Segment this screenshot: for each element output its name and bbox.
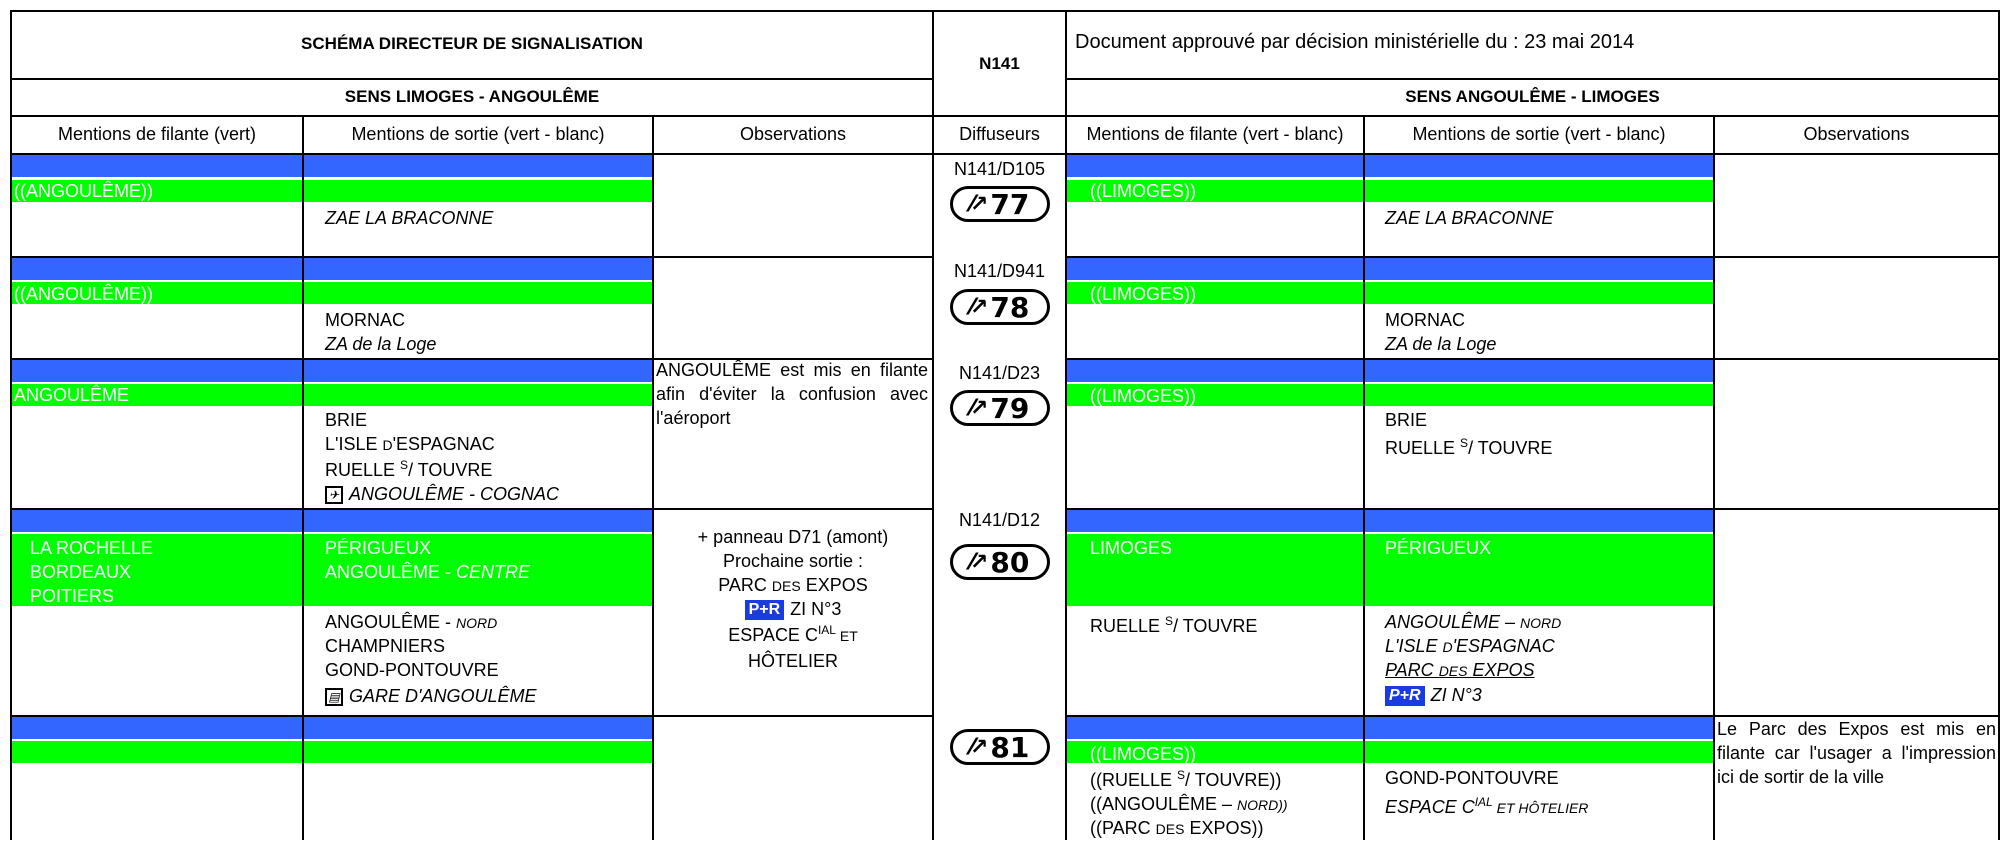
sortie-mention: MORNAC xyxy=(1385,310,1465,330)
sortie-mention: ▤ GARE D'ANGOULÊME xyxy=(325,684,536,708)
exit-number: 78 xyxy=(990,290,1030,324)
sortie-mention: L'ISLE D'ESPAGNAC xyxy=(1385,636,1555,656)
grid-line xyxy=(1713,115,1715,840)
grid-line xyxy=(10,115,2000,117)
col-header-filante-right: Mentions de filante (vert - blanc) xyxy=(1086,124,1344,144)
grid-line xyxy=(652,115,654,840)
filante-mention: ((LIMOGES)) xyxy=(1090,284,1196,304)
sortie-mention: BRIE xyxy=(325,410,368,430)
exit-arrow-icon: ⁄⁄↗ xyxy=(970,294,985,320)
col-header-diffuseurs: Diffuseurs xyxy=(959,124,1040,144)
grid-line xyxy=(10,153,2000,155)
filante-mention: RUELLE $^S$/ TOUVRE xyxy=(1090,614,1258,636)
schema-title: SCHÉMA DIRECTEUR DE SIGNALISATION xyxy=(301,34,643,53)
sortie-mention: ZA de la Loge xyxy=(325,334,437,354)
grid-line xyxy=(10,10,2000,12)
sortie-mention: ZAE LA BRACONNE xyxy=(1385,208,1554,228)
filante-mention: ANGOULÊME xyxy=(14,385,130,405)
filante-mention: BORDEAUX xyxy=(30,562,132,582)
exit-arrow-icon: ⁄⁄↗ xyxy=(970,191,985,217)
grid-line xyxy=(1065,78,2000,80)
observation-text: ESPACE $C^{IAL}$ ET xyxy=(728,623,858,645)
sortie-mention: RUELLE $^S$/ TOUVRE xyxy=(325,458,493,480)
sortie-mention: PARC DES EXPOS xyxy=(1385,660,1535,680)
grid-line xyxy=(1065,358,2000,360)
exit-number: 81 xyxy=(990,730,1030,764)
approval-note: Document approuvé par décision ministérielle du : 23 mai 2014 xyxy=(1075,31,1635,53)
direction-left: SENS LIMOGES - ANGOULÊME xyxy=(344,87,600,106)
col-header-observations-left: Observations xyxy=(739,124,847,144)
sortie-mention: CHAMPNIERS xyxy=(325,636,446,656)
sortie-mention: ANGOULÊME – NORD xyxy=(1385,612,1562,632)
observation-text: Le Parc des Expos est mis en filante car l'usager a l'impression ici de sortir de la ville xyxy=(1717,719,1996,787)
observation-text: Prochaine sortie : xyxy=(722,551,864,571)
observation-text: + panneau D71 (amont) xyxy=(697,527,889,547)
road-number: N141 xyxy=(979,54,1020,73)
exit-number-badge xyxy=(950,390,1050,426)
exit-arrow-icon: ⁄⁄↗ xyxy=(970,395,985,421)
sortie-mention: GOND-PONTOUVRE xyxy=(1385,768,1559,788)
interchange-code: N141/D105 xyxy=(953,159,1046,179)
sortie-mention: ANGOULÊME - CENTRE xyxy=(325,562,531,582)
filante-mention: LA ROCHELLE xyxy=(30,538,154,558)
sortie-mention: L'ISLE D'ESPAGNAC xyxy=(325,434,495,454)
blue-band xyxy=(1067,258,1713,280)
filante-mention: ((LIMOGES)) xyxy=(1090,181,1196,201)
exit-number-badge xyxy=(950,729,1050,765)
blue-band xyxy=(1067,510,1713,532)
sortie-mention: GOND-PONTOUVRE xyxy=(325,660,499,680)
filante-mention: ((ANGOULÊME)) xyxy=(14,181,153,201)
interchange-code: N141/D941 xyxy=(953,261,1046,281)
interchange-code: N141/D23 xyxy=(958,363,1041,383)
col-header-sortie-left: Mentions de sortie (vert - blanc) xyxy=(351,124,605,144)
exit-number: 77 xyxy=(990,187,1030,221)
filante-mention: ((RUELLE $^S$/ TOUVRE)) xyxy=(1090,768,1282,790)
filante-mention: ((LIMOGES)) xyxy=(1090,744,1196,764)
filante-mention: ((LIMOGES)) xyxy=(1090,386,1196,406)
exit-arrow-icon: ⁄⁄↗ xyxy=(970,549,985,575)
col-header-sortie-right: Mentions de sortie (vert - blanc) xyxy=(1412,124,1666,144)
grid-line xyxy=(10,256,934,258)
exit-number-badge xyxy=(950,544,1050,580)
exit-number: 80 xyxy=(990,545,1030,579)
blue-band xyxy=(12,510,652,532)
observation-text: PARC DES EXPOS xyxy=(718,575,868,595)
filante-mention: POITIERS xyxy=(30,586,115,606)
filante-mention: ((ANGOULÊME – NORD)) xyxy=(1090,794,1288,814)
sortie-mention: ZA de la Loge xyxy=(1385,334,1497,354)
park-and-ride-icon: P+R xyxy=(1385,686,1425,706)
blue-band xyxy=(12,360,652,382)
observation-text: HÔTELIER xyxy=(747,651,839,671)
airport-icon: ✈ xyxy=(325,486,343,504)
sortie-mention: ESPACE $C^{IAL}$ ET HÔTELIER xyxy=(1385,795,1589,817)
sortie-mention: PÉRIGUEUX xyxy=(325,538,432,558)
grid-line xyxy=(1363,115,1365,840)
interchange-code: N141/D12 xyxy=(958,510,1041,530)
sortie-mention: RUELLE $^S$/ TOUVRE xyxy=(1385,436,1553,458)
train-station-icon: ▤ xyxy=(325,688,343,706)
blue-band xyxy=(12,717,652,739)
grid-line xyxy=(10,78,934,80)
blue-band xyxy=(1067,155,1713,177)
sortie-mention: MORNAC xyxy=(325,310,405,330)
blue-band xyxy=(12,155,652,177)
park-and-ride-icon: P+R xyxy=(745,600,785,620)
sortie-mention: BRIE xyxy=(1385,410,1428,430)
blue-band xyxy=(1067,717,1713,739)
filante-mention: LIMOGES xyxy=(1090,538,1173,558)
col-header-filante-left: Mentions de filante (vert) xyxy=(57,124,257,144)
sortie-mention: P+R ZI N°3 xyxy=(1385,683,1482,707)
grid-line xyxy=(10,715,934,717)
sortie-mention: ✈ ANGOULÊME - COGNAC xyxy=(325,482,559,506)
filante-mention: ((ANGOULÊME)) xyxy=(14,284,153,304)
col-header-observations-right: Observations xyxy=(1803,124,1910,144)
sortie-mention: PÉRIGUEUX xyxy=(1385,538,1492,558)
blue-band xyxy=(12,258,652,280)
grid-line xyxy=(10,508,934,510)
grid-line xyxy=(1065,508,2000,510)
exit-number-badge xyxy=(950,186,1050,222)
grid-line xyxy=(1065,256,2000,258)
exit-number: 79 xyxy=(990,391,1030,425)
green-band xyxy=(12,741,652,763)
sortie-mention: ZAE LA BRACONNE xyxy=(325,208,494,228)
observation-text: ANGOULÊME est mis en filante afin d'éviter la confusion avec l'aéroport xyxy=(656,360,928,428)
observation-text: P+R ZI N°3 xyxy=(654,597,932,621)
exit-arrow-icon: ⁄⁄↗ xyxy=(970,734,985,760)
filante-mention: ((PARC DES EXPOS)) xyxy=(1090,818,1264,838)
direction-right: SENS ANGOULÊME - LIMOGES xyxy=(1405,87,1660,106)
grid-line xyxy=(302,115,304,840)
sortie-mention: ANGOULÊME - NORD xyxy=(325,612,498,632)
exit-number-badge xyxy=(950,289,1050,325)
blue-band xyxy=(1067,360,1713,382)
